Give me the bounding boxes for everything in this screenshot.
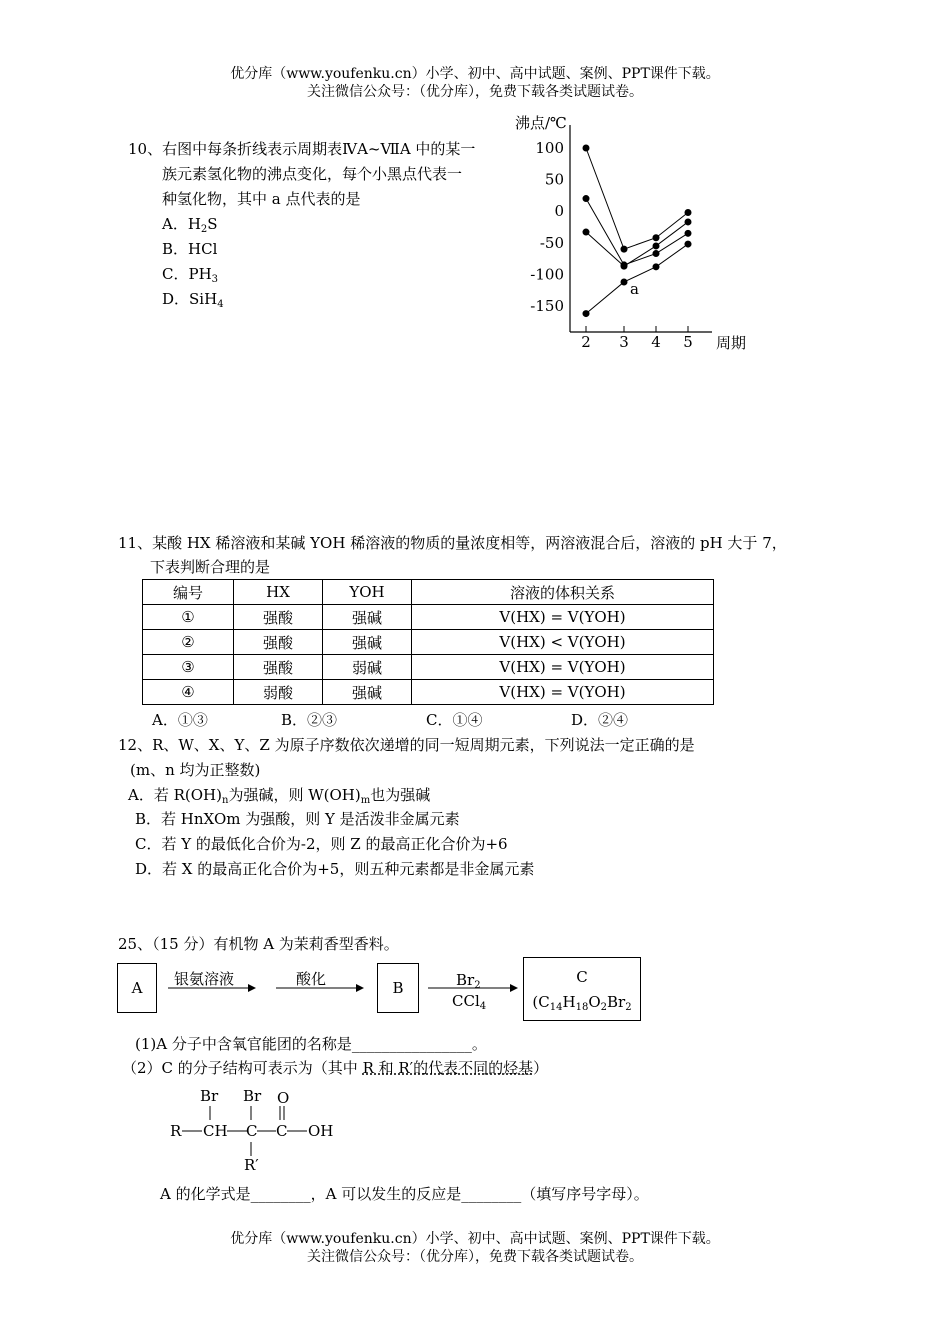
data-point — [621, 278, 628, 285]
x-tick-label: 2 — [581, 333, 591, 351]
q25-part1: (1)A 分子中含氧官能团的名称是________________。 — [135, 1035, 487, 1053]
q12-option-d: D．若 X 的最高正化合价为+5，则五种元素都是非金属元素 — [135, 860, 535, 878]
box-c-formula: ($C_{14}H_{18}O_2Br_2$ — [532, 993, 632, 1013]
data-point — [621, 263, 628, 270]
table-row — [143, 605, 714, 630]
box-b: B — [377, 963, 419, 1013]
y-tick-label: 0 — [554, 202, 564, 221]
header-line-2: 关注微信公众号：（优分库），免费下载各类试题试卷。 — [307, 84, 643, 100]
y-tick-label: -150 — [530, 297, 564, 315]
table-cell: 强碱 — [323, 630, 412, 655]
q11-option-c: C．①④ — [426, 711, 483, 729]
data-point — [685, 218, 692, 225]
y-tick-label: -50 — [539, 233, 564, 252]
box-c — [523, 957, 641, 1021]
table-row — [143, 655, 714, 680]
table-cell: ③ — [143, 655, 234, 680]
data-point — [685, 230, 692, 237]
table-cell: 强碱 — [323, 680, 412, 705]
data-point — [653, 234, 660, 241]
struct-c2: C — [276, 1122, 288, 1140]
q25-part3: A 的化学式是________，A 可以发生的反应是________（填写序号字母）。 — [160, 1185, 649, 1203]
q12-option-c: C．若 Y 的最低化合价为-2，则 Z 的最高正化合价为+6 — [135, 835, 508, 853]
arrow2-label: 酸化 — [296, 970, 327, 988]
table-header-row — [143, 580, 714, 605]
data-point — [685, 241, 692, 248]
q25-part2: （2）C 的分子结构可表示为（其中 R 和 R′的代表不同的烃基） — [122, 1059, 549, 1077]
data-point — [621, 246, 628, 253]
struct-c1: C — [246, 1122, 258, 1140]
arrow1-label: 银氨溶液 — [174, 970, 235, 988]
y-tick-label: 100 — [535, 139, 564, 157]
q10-stem-line-1: 10、右图中每条折线表示周期表ⅣA~ⅦA 中的某一 — [128, 140, 476, 158]
x-axis-label: 周期 — [716, 334, 747, 352]
data-point — [583, 145, 590, 152]
table-cell: ② — [143, 630, 234, 655]
point-a-label: a — [630, 279, 639, 298]
arrow3-bottom-label: CCl$_4$ — [452, 992, 487, 1012]
q11-stem-line-2: 下表判断合理的是 — [150, 558, 271, 576]
struct-ch: CH — [203, 1122, 228, 1140]
struct-br-1: Br — [200, 1087, 219, 1105]
answer-blank-formula[interactable]: ________ — [250, 1185, 311, 1203]
footer-line-2: 关注微信公众号：（优分库），免费下载各类试题试卷。 — [307, 1249, 643, 1265]
header-line-1: 优分库（www.youfenku.cn）小学、初中、高中试题、案例、PPT课件下载。 — [230, 66, 720, 82]
q25-title: 25、（15 分）有机物 A 为茉莉香型香料。 — [118, 935, 399, 953]
box-a: A — [117, 963, 157, 1013]
boiling-point-chart — [500, 110, 770, 360]
table-cell: 强酸 — [234, 630, 323, 655]
table-cell: 强酸 — [234, 655, 323, 680]
table-cell: V(HX) = V(YOH) — [412, 655, 714, 680]
q10-stem-line-2: 族元素氢化物的沸点变化，每个小黑点代表一 — [162, 165, 463, 183]
q12-stem-line-1: 12、R、W、X、Y、Z 为原子序数依次递增的同一短周期元素，下列说法一定正确的是 — [118, 736, 695, 754]
box-c-label: C — [576, 968, 588, 986]
q11-stem-line-1: 11、某酸 HX 稀溶液和某碱 YOH 稀溶液的物质的量浓度相等，两溶液混合后，溶液的 pH 大于 7， — [118, 534, 787, 552]
x-tick-label: 3 — [619, 333, 629, 351]
q10-option-c: C．$PH_3$ — [162, 265, 219, 285]
dotted-emphasis: R 和 R′的代表不同的烃基 — [362, 1059, 534, 1077]
struct-r: R — [170, 1122, 182, 1140]
table-cell: V(HX) < V(YOH) — [412, 630, 714, 655]
q10-option-a: A．$H_2S$ — [162, 215, 218, 235]
struct-r-prime: R′ — [244, 1156, 259, 1174]
data-point — [583, 195, 590, 202]
data-point — [653, 242, 660, 249]
arrow-1 — [168, 984, 256, 992]
q11-option-a: A．①③ — [152, 711, 208, 729]
table-cell: ④ — [143, 680, 234, 705]
arrow-2 — [276, 984, 364, 992]
arrow3-top-label: $Br_2$ — [456, 971, 481, 991]
data-point — [653, 250, 660, 257]
table-header-cell: 编号 — [143, 580, 234, 605]
structure-diagram — [165, 1084, 365, 1179]
q12-option-a: A．若 $R(OH)_n$为强碱，则 $W(OH)_m$也为强碱 — [128, 786, 431, 806]
table-cell: 弱碱 — [323, 655, 412, 680]
footer-line-1: 优分库（www.youfenku.cn）小学、初中、高中试题、案例、PPT课件下载。 — [230, 1231, 720, 1247]
series-line — [586, 244, 688, 314]
y-axis-label: 沸点/℃ — [515, 114, 567, 132]
struct-oh: OH — [308, 1122, 334, 1140]
table-cell: 强碱 — [323, 605, 412, 630]
table-cell: ① — [143, 605, 234, 630]
answer-blank-reaction[interactable]: ________ — [461, 1185, 522, 1203]
table-row — [143, 630, 714, 655]
data-point — [653, 263, 660, 270]
q11-option-d: D．②④ — [571, 711, 629, 729]
struct-o: O — [277, 1089, 290, 1107]
table-cell: V(HX) = V(YOH) — [412, 605, 714, 630]
y-tick-label: -100 — [530, 265, 564, 284]
x-tick-label: 4 — [651, 333, 661, 351]
table-cell: 强酸 — [234, 605, 323, 630]
q12-stem-line-2: (m、n 均为正整数) — [130, 761, 261, 779]
q11-table — [142, 579, 714, 705]
table-row — [143, 680, 714, 705]
x-tick-label: 5 — [683, 333, 693, 351]
q11-option-b: B．②③ — [281, 711, 338, 729]
struct-br-2: Br — [243, 1087, 262, 1105]
q10-stem-line-3: 种氢化物，其中 a 点代表的是 — [162, 190, 361, 208]
q10-option-b: B．HCl — [162, 240, 218, 258]
table-cell: 弱酸 — [234, 680, 323, 705]
q12-option-b: B．若 HnXOm 为强酸，则 Y 是活泼非金属元素 — [135, 810, 460, 828]
table-header-cell: HX — [234, 580, 323, 605]
data-point — [685, 209, 692, 216]
data-point — [583, 229, 590, 236]
data-point — [583, 310, 590, 317]
answer-blank[interactable]: ________________ — [351, 1035, 472, 1053]
table-header-cell: 溶液的体积关系 — [412, 580, 714, 605]
table-header-cell: YOH — [323, 580, 412, 605]
q10-option-d: D．SiH$_4$ — [162, 290, 224, 310]
table-cell: V(HX) = V(YOH) — [412, 680, 714, 705]
y-tick-label: 50 — [544, 170, 564, 189]
